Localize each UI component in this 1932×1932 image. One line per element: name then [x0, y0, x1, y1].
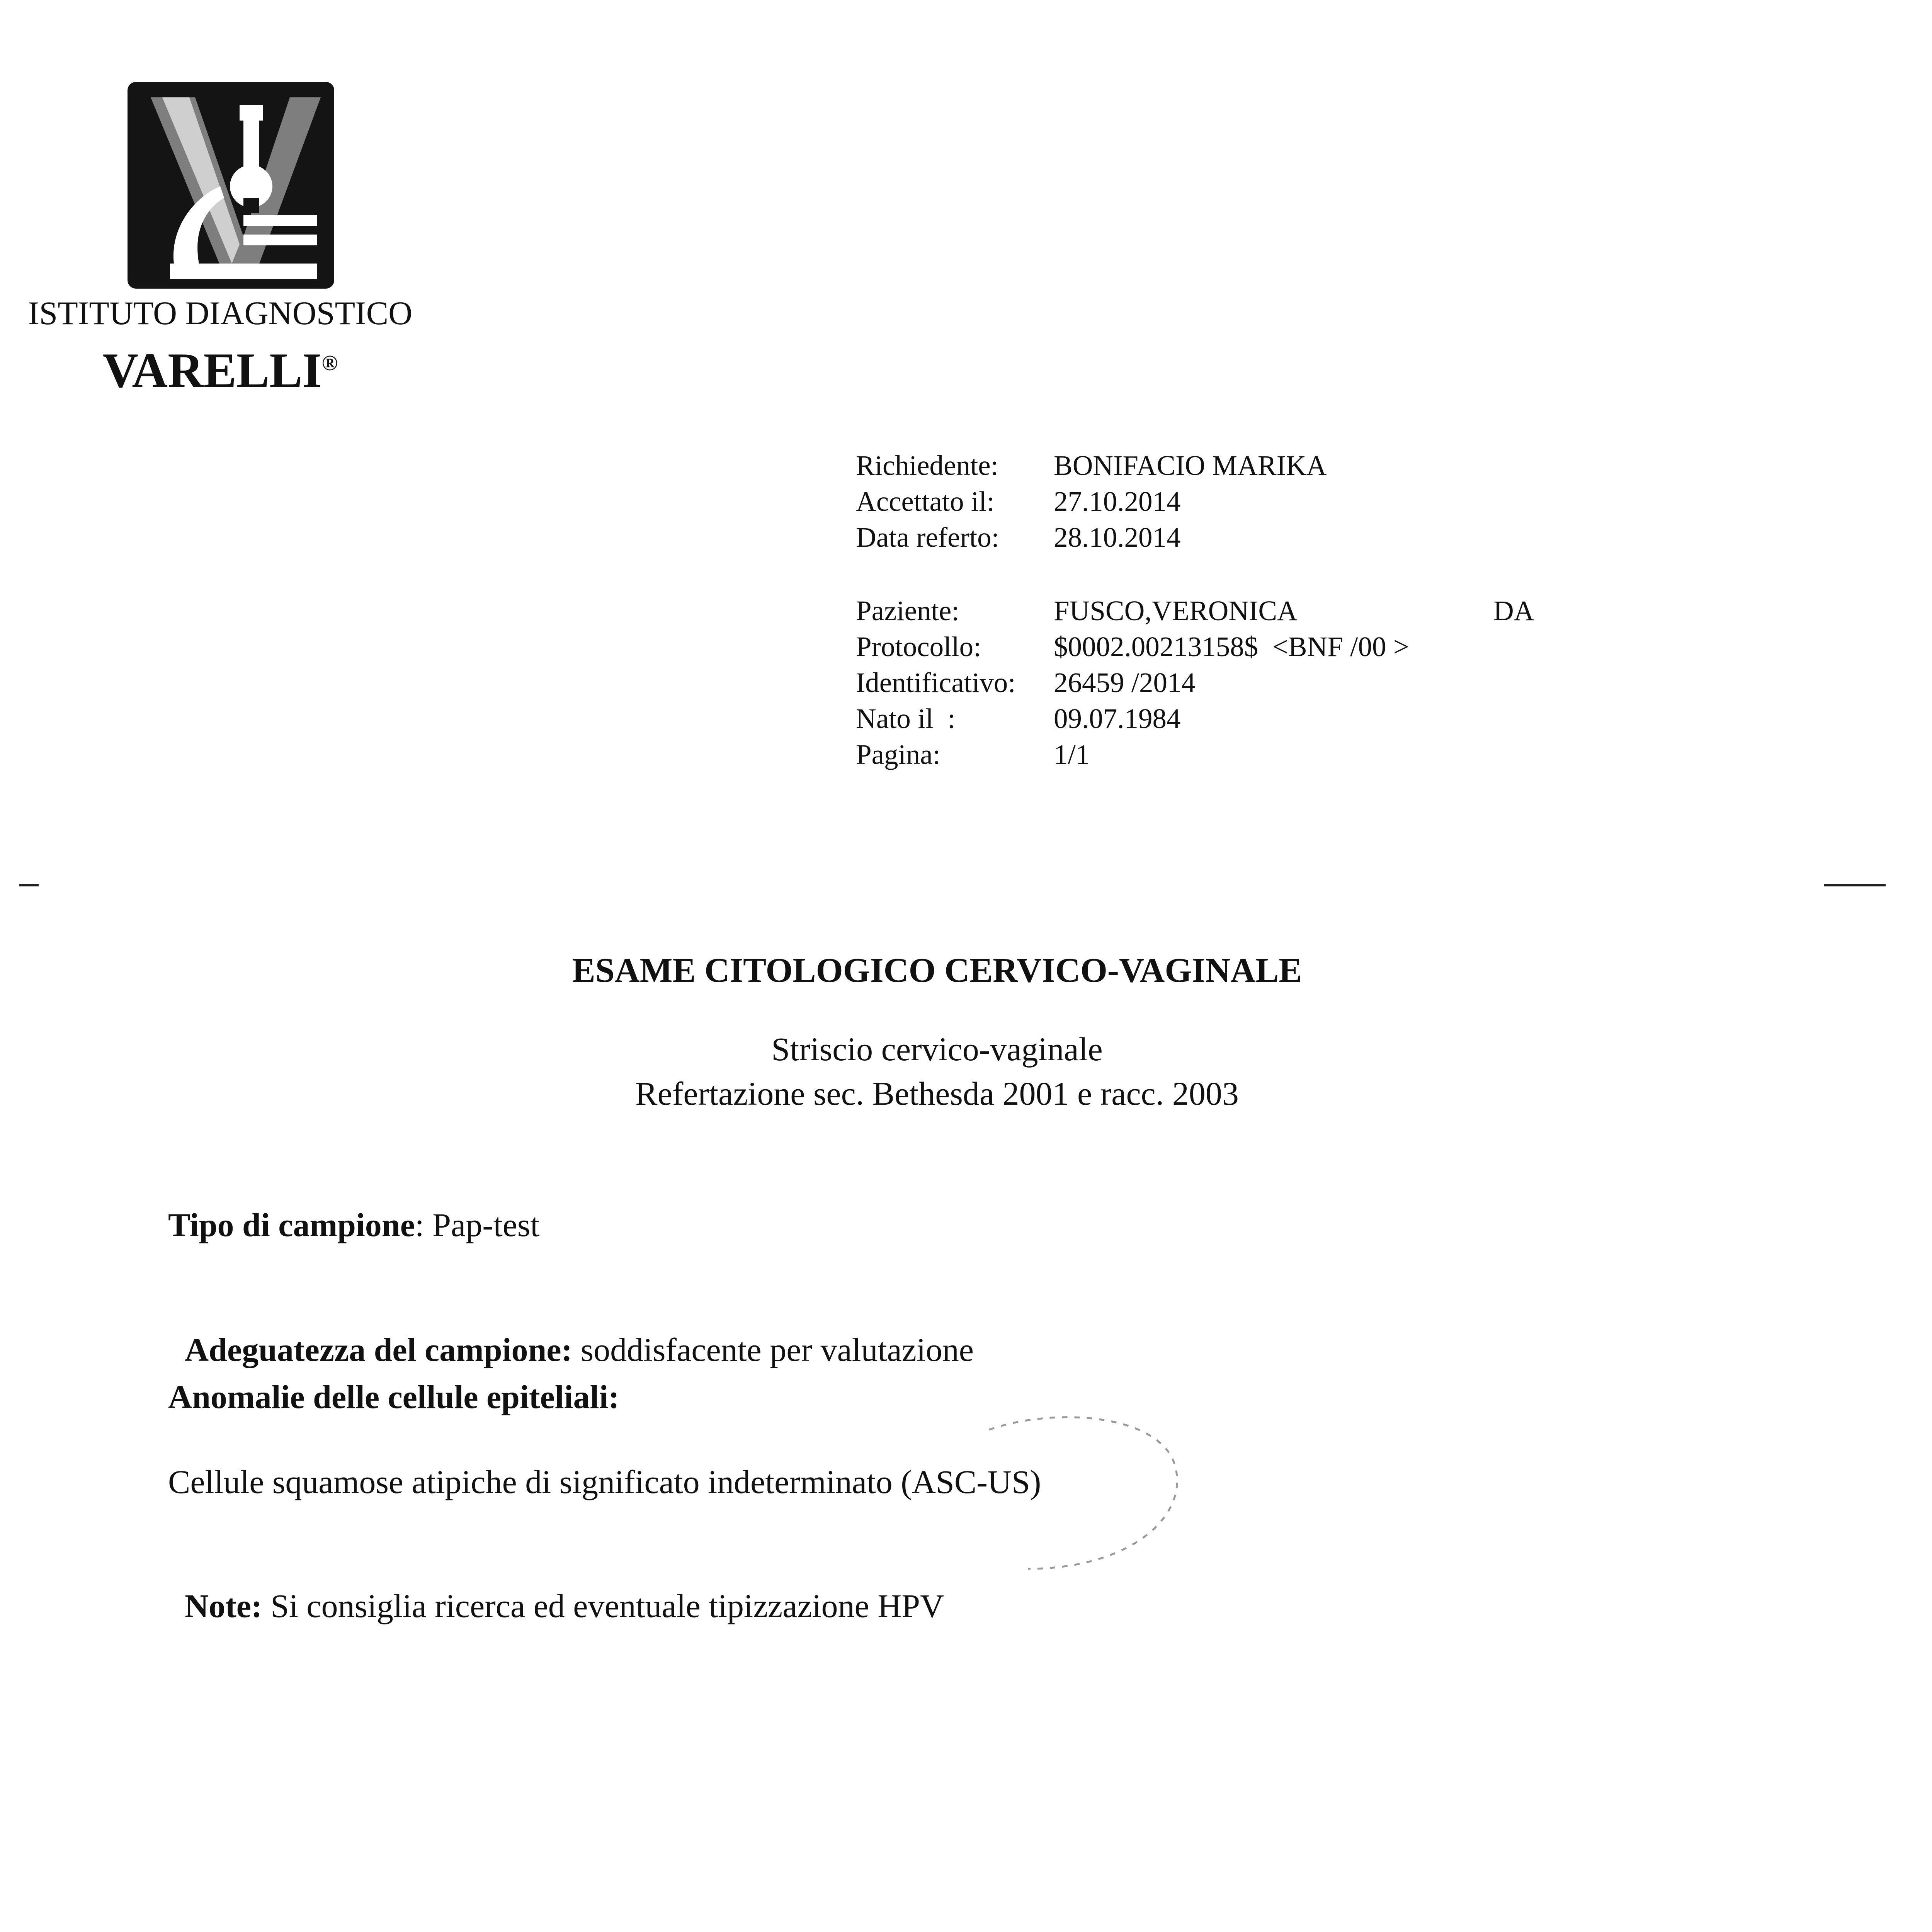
referto-value: 28.10.2014 [1054, 522, 1181, 553]
anomalie-value: Cellule squamose atipiche di significato indeterminato (ASC-US) [168, 1463, 1041, 1500]
exam-subtitle-2: Refertazione sec. Bethesda 2001 e racc. 2003 [635, 1075, 1239, 1112]
pagina-label: Pagina: [856, 739, 940, 770]
tipo-value: : Pap-test [415, 1206, 540, 1243]
tipo-label: Tipo di campione [168, 1206, 415, 1243]
field-adeguatezza [168, 1292, 974, 1369]
field-anomalie [168, 1378, 619, 1416]
exam-subtitle-1: Striscio cervico-vaginale [771, 1031, 1103, 1068]
microscope-v-emblem-icon [128, 82, 334, 289]
paziente-label: Paziente: [856, 595, 959, 626]
exam-title: ESAME CITOLOGICO CERVICO-VAGINALE [572, 951, 1302, 990]
field-note [168, 1548, 944, 1625]
margin-mark-right [1824, 884, 1886, 886]
adeguatezza-value: soddisfacente per valutazione [572, 1331, 974, 1368]
institute-logo [128, 82, 334, 289]
referto-label: Data referto: [856, 522, 999, 553]
anomalie-label: Anomalie delle cellule epiteliali: [168, 1378, 619, 1415]
note-label: Note: [185, 1587, 262, 1624]
identificativo-value: 26459 /2014 [1054, 667, 1196, 698]
richiedente-label: Richiedente: [856, 450, 998, 481]
paziente-extra: DA [1493, 595, 1534, 626]
institute-name [27, 292, 413, 400]
note-value: Si consiglia ricerca ed eventuale tipizzazione HPV [262, 1587, 944, 1624]
institute-name-line2: VARELLI® [102, 343, 338, 398]
nato-label: Nato il : [856, 703, 956, 734]
institute-name-line1: ISTITUTO DIAGNOSTICO [28, 294, 413, 332]
pagina-value: 1/1 [1054, 739, 1090, 770]
accettato-value: 27.10.2014 [1054, 486, 1181, 517]
adeguatezza-label: Adeguatezza del campione: [185, 1331, 573, 1368]
field-tipo-campione [168, 1206, 539, 1244]
accettato-label: Accettato il: [856, 486, 995, 517]
pencil-circle-mark [958, 1406, 1206, 1584]
identificativo-label: Identificativo: [856, 667, 1016, 698]
protocollo-value: $0002.00213158$ <BNF /00 > [1054, 631, 1409, 662]
protocollo-label: Protocollo: [856, 631, 981, 662]
margin-mark-left [19, 884, 39, 886]
richiedente-value: BONIFACIO MARIKA [1054, 450, 1327, 481]
nato-value: 09.07.1984 [1054, 703, 1181, 734]
paziente-value: FUSCO,VERONICA [1054, 595, 1298, 626]
